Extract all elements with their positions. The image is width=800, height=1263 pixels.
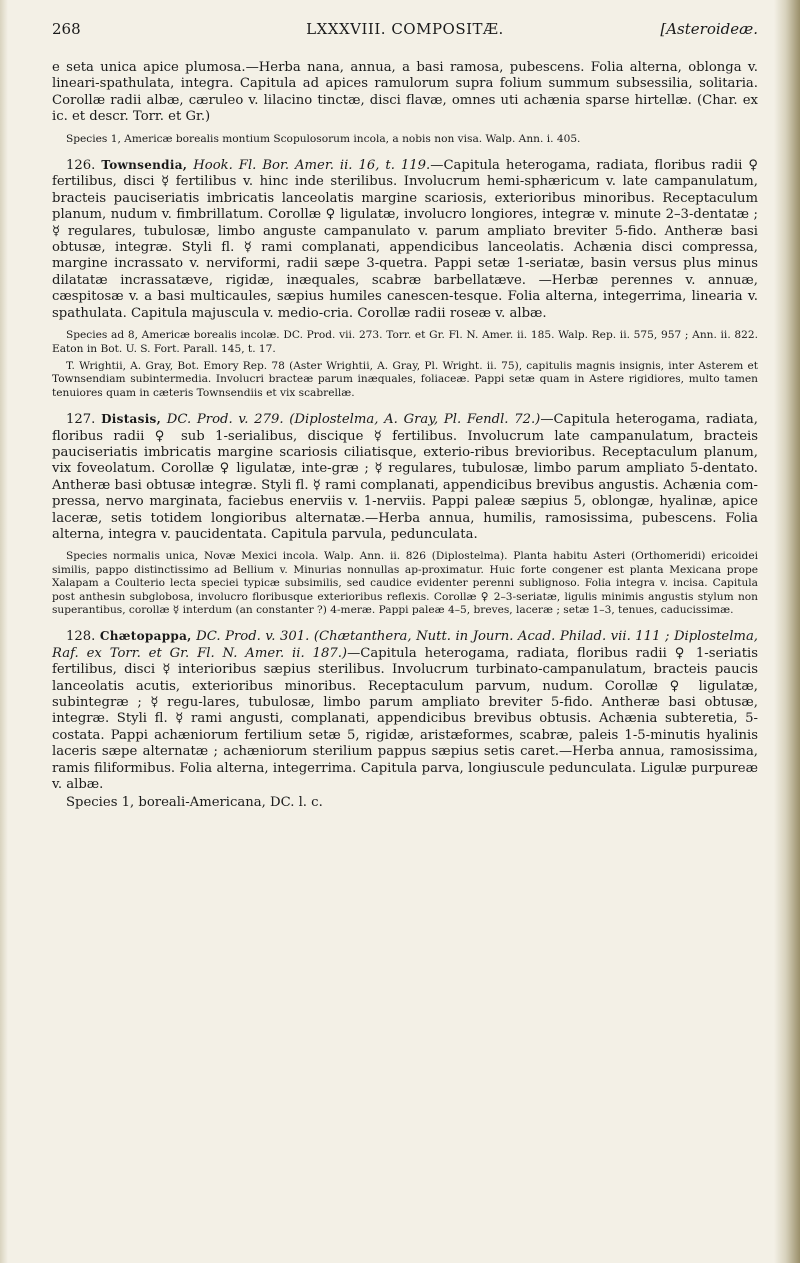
genus-126-name: Townsendia, — [101, 158, 188, 173]
genus-126-wright-note: T. Wrightii, A. Gray, Bot. Emory Rep. 78 (Aster Wrightii, A. Gray, Pl. Wright. ii. 75), capitulis magnis insignis, inter Asterem et Townsendiam subintermedia. Involucri bracteæ parum inæquales, foliaceæ. Pappi setæ quam in Astere rigidiores, multo tamen tenuiores quam in cæteris Townsendiis et vix scabrellæ. — [52, 359, 758, 399]
genus-128-species-note: Species 1, boreali-Americana, DC. l. c. — [66, 795, 323, 811]
genus-128-number: 128. — [66, 629, 96, 645]
genus-128-name: Chætopappa, — [99, 629, 192, 644]
page-header — [52, 20, 758, 42]
page-body — [52, 60, 758, 812]
intro-species-note: Species 1, Americæ borealis montium Scopulosorum incola, a nobis non visa. Walp. Ann. i. 405. — [66, 132, 581, 145]
genus-127-text: —Capitula heterogama, radiata, floribus radii ♀ sub 1-serialibus, discique ☿ fertilibus. Involucrum late campanulatum, bracteis pauciseriatis imbricatis margine scariosis ciliatisque, exterio-ribus brevioribus. Receptaculum planum, vix foveolatum. Corollæ ♀ ligulatæ, inte-græ ; ☿ regulares, tubulosæ, limbo parum ampliato 5-dentato. Antheræ basi obtusæ integræ. Styli fl. ☿ rami complanati, appendicibus brevibus angustis. Achænia com-pressa, nervo marginata, faciebus enerviis v. 1-nerviis. Pappi paleæ sæpius 5, oblongæ, hyalinæ, apice laceræ, setis totidem longioribus alternatæ.—Herba annua, humilis, ramosissima, pubescens. Folia alterna, integra v. paucidentata. Capitula parvula, pedunculata. — [52, 412, 758, 542]
genus-128-citation: DC. Prod. v. 301. (Chætanthera, Nutt. in Journ. Acad. Philad. vii. 111 ; Diplostelma, Raf. ex Torr. et Gr. Fl. N. Amer. ii. 187.) — [52, 629, 758, 661]
page-shadow-left — [0, 0, 8, 1263]
genus-126-number: 126. — [66, 158, 96, 174]
page-number: 268 — [52, 20, 81, 38]
genus-127-name: Distasis, — [101, 412, 162, 427]
genus-126-citation: Hook. Fl. Bor. Amer. ii. 16, t. 119. — [187, 158, 431, 174]
genus-128-description — [52, 628, 758, 793]
genus-126-text: —Capitula heterogama, radiata, floribus radii ♀ fertilibus, disci ☿ fertilibus v. hinc inde sterilibus. Involucrum hemi-sphæricum v. late campanulatum, bracteis pauciseriatis imbricatis lanceolatis margine scariosis, exterioribus minoribus. Receptaculum planum, nudum v. fimbrillatum. Corollæ ♀ ligulatæ, involucro longiores, integræ v. minute 2–3-dentatæ ; ☿ regulares, tubulosæ, limbo anguste campanulato v. parum ampliato breviter 5-fido. Antheræ basi obtusæ, integræ. Styli fl. ☿ rami complanati, appendicibus lanceolatis. Achænia disci compressa, margine incrassato v. nerviformi, radii sæpe 3-quetra. Pappi setæ 1-seriatæ, basin versus plus minus dilatatæ incrassatæve, rigidæ, inæquales, scabræ barbellatæve. —Herbæ perennes v. annuæ, cæspitosæ v. a basi multicaules, sæpius humiles canescen-tesque. Folia alterna, integerrima, linearia v. spathulata. Capitula majuscula v. medio-cria. Corollæ radii roseæ v. albæ. — [52, 158, 758, 321]
genus-126-species-note: Species ad 8, Americæ borealis incolæ. DC. Prod. vii. 273. Torr. et Gr. Fl. N. Amer. ii. 185. Walp. Rep. ii. 575, 957 ; Ann. ii. 822. Eaton in Bot. U. S. Fort. Parall. 145, t. 17. — [52, 329, 758, 355]
genus-126-description — [52, 157, 758, 322]
book-edge — [774, 0, 800, 1263]
section-heading: [Asteroideæ. — [660, 20, 758, 38]
genus-127-citation: DC. Prod. v. 279. (Diplostelma, A. Gray, Pl. Fendl. 72.) — [161, 412, 541, 428]
genus-128-text: —Capitula heterogama, radiata, floribus radii ♀ 1-seriatis fertilibus, disci ☿ interioribus sæpius sterilibus. Involucrum turbinato-campanulatum, bracteis paucis lanceolatis acutis, exterioribus minoribus. Receptaculum parvum, nudum. Corollæ ♀ ligulatæ, subintegræ ; ☿ regu-lares, tubulosæ, limbo parum ampliato breviter 5-fido. Antheræ basi obtusæ, integræ. Styli fl. ☿ rami angusti, complanati, appendicibus brevibus obtusis. Achænia subteretia, 5-costata. Pappi achæniorum fertilium setæ 5, rigidæ, aristæformes, scabræ, paleis 1-5-minutis hyalinis laceris sæpe alternatæ ; achæniorum sterilium pappus sæpius setis caret.—Herba annua, ramosissima, ramis filiformibus. Folia alterna, integerrima. Capitula parva, longiuscule pedunculata. Ligulæ purpureæ v. albæ. — [52, 645, 759, 793]
intro-text: e seta unica apice plumosa.—Herba nana, annua, a basi ramosa, pubescens. Folia alterna, oblonga v. lineari-spathulata, integra. Capitula ad apices ramulorum supra folium summum subsessilia, solitaria. Corollæ radii albæ, cæruleo v. lilacino tinctæ, disci flavæ, omnes uti achænia sparse hirtellæ. (Char. ex ic. et descr. Torr. et Gr.) — [52, 60, 758, 125]
running-title: LXXXVIII. COMPOSITÆ. — [306, 20, 504, 38]
genus-127-description — [52, 411, 758, 543]
genus-127-species-note: Species normalis unica, Novæ Mexici incola. Walp. Ann. ii. 826 (Diplostelma). Planta habitu Asteri (Orthomeridi) ericoidei similis, pappo distinctissimo ad Bellium v. Minurias nonnullas ap-proximatur. Huic forte congener est planta Mexicana prope Xalapam a Coulterio lecta speciei typicæ subsimilis, sed caudice evidenter perenni sublignoso. Folia integra v. incisa. Capitula post anthesin subglobosa, involucro floribusque exterioribus reflexis. Corollæ ♀ 2–3-seriatæ, ligulis minimis angustis stylum non superantibus, corollæ ☿ interdum (an constanter ?) 4-meræ. Pappi paleæ 4–5, breves, laceræ ; setæ 1–3, tenues, caducissimæ. — [52, 550, 758, 616]
genus-127-number: 127. — [66, 412, 96, 428]
